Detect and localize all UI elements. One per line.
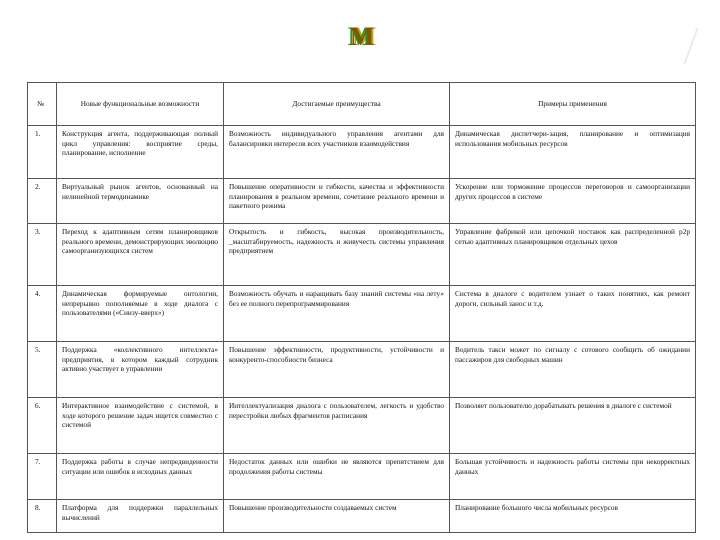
- advantages-cell: Недостаток данных или ошибки не являются препятствием для продолжения работы системы: [224, 454, 450, 500]
- table-row: [28, 286, 696, 342]
- advantages-cell: Интеллектуализация диалога с пользователем, легкость и удобство перестройки любых фрагментов расписания: [224, 398, 450, 454]
- row-number: 7.: [28, 454, 57, 500]
- logo: [345, 20, 379, 54]
- features-cell: Переход к адаптивным сетям планировщиков реального времени, демонстрирующих эволюцию самоорганизующихся систем: [57, 224, 224, 286]
- examples-cell: Планирование большого числа мобильных ресурсов: [450, 500, 696, 533]
- row-number: 5.: [28, 342, 57, 398]
- advantages-cell: Повышение эффективности, продуктивности, устойчивости и конкуренто-способности бизнеса: [224, 342, 450, 398]
- features-cell: Конструкция агента, поддерживающая полный цикл управления: восприятие среды, планирование, исполнение: [57, 126, 224, 179]
- examples-cell: Большая устойчивость и надежность работы системы при некорректных данных: [450, 454, 696, 500]
- examples-cell: Управление фабрикой или цепочкой поставок как распределенной p2p сетью адаптивных планировщиков отдельных цехов: [450, 224, 696, 286]
- table-row: [28, 224, 696, 286]
- capabilities-table: [27, 82, 696, 533]
- examples-cell: Динамическая диспетчери-зация, планирование и оптимизация использования мобильных ресурсов: [450, 126, 696, 179]
- decorative-corner-mark: [683, 28, 720, 64]
- examples-cell: Ускорение или торможение процессов переговоров и самоорганизации других процессов в системе: [450, 179, 696, 224]
- header-examples: Примеры применения: [450, 83, 696, 126]
- table-row: [28, 398, 696, 454]
- advantages-cell: Возможность индивидуального управления агентами для балансировки интересов всех участников взаимодействия: [224, 126, 450, 179]
- row-number: 8.: [28, 500, 57, 533]
- advantages-cell: Открытость и гибкость, высокая производительность, _масштабируемость, надежность и живучесть системы управления предприятием: [224, 224, 450, 286]
- logo-letter: M: [349, 22, 375, 51]
- features-cell: Интерактивное взаимодействие с системой, в ходе которого решение задач ищется совместно с системой: [57, 398, 224, 454]
- row-number: 2.: [28, 179, 57, 224]
- advantages-cell: Возможность обучать и наращивать базу знаний системы «на лету» без ее полного перепрограммирования: [224, 286, 450, 342]
- header-number: №: [28, 83, 57, 126]
- table-header-row: [28, 83, 696, 126]
- row-number: 1.: [28, 126, 57, 179]
- row-number: 6.: [28, 398, 57, 454]
- row-number: 4.: [28, 286, 57, 342]
- examples-cell: Позволяет пользователю дорабатывать решения в диалоге с системой: [450, 398, 696, 454]
- table-row: [28, 454, 696, 500]
- features-cell: Поддержка «коллективного интеллекта» предприятия, в котором каждый сотрудник активно участвует в управлении: [57, 342, 224, 398]
- features-cell: Динамическая формируемые онтологии, непрерывно пополняемые в ходе диалога с пользователями («Снизу-вверх»): [57, 286, 224, 342]
- table-row: [28, 179, 696, 224]
- table-row: [28, 342, 696, 398]
- advantages-cell: Повышение оперативности и гибкости, качества и эффективности планирования в реальном времени, сочетание реального времени и пакетного режима: [224, 179, 450, 224]
- features-cell: Платформа для поддержки параллельных вычислений: [57, 500, 224, 533]
- examples-cell: Водитель такси может по сигналу с сотового сообщить об ожидании пассажиров для свободных машин: [450, 342, 696, 398]
- header-advantages: Достигаемые преимущества: [224, 83, 450, 126]
- advantages-cell: Повышение производительности создаваемых систем: [224, 500, 450, 533]
- table-row: [28, 126, 696, 179]
- table-row: [28, 500, 696, 533]
- header-features: Новые функциональные возможности: [57, 83, 224, 126]
- features-cell: Виртуальный рынок агентов, основанный на нелинейной термодинамике: [57, 179, 224, 224]
- features-cell: Поддержка работы в случае непредвиденности ситуации или ошибок в исходных данных: [57, 454, 224, 500]
- row-number: 3.: [28, 224, 57, 286]
- examples-cell: Система в диалоге с водителем узнает о таких понятиях, как ремонт дороги, сильный занос и т.д.: [450, 286, 696, 342]
